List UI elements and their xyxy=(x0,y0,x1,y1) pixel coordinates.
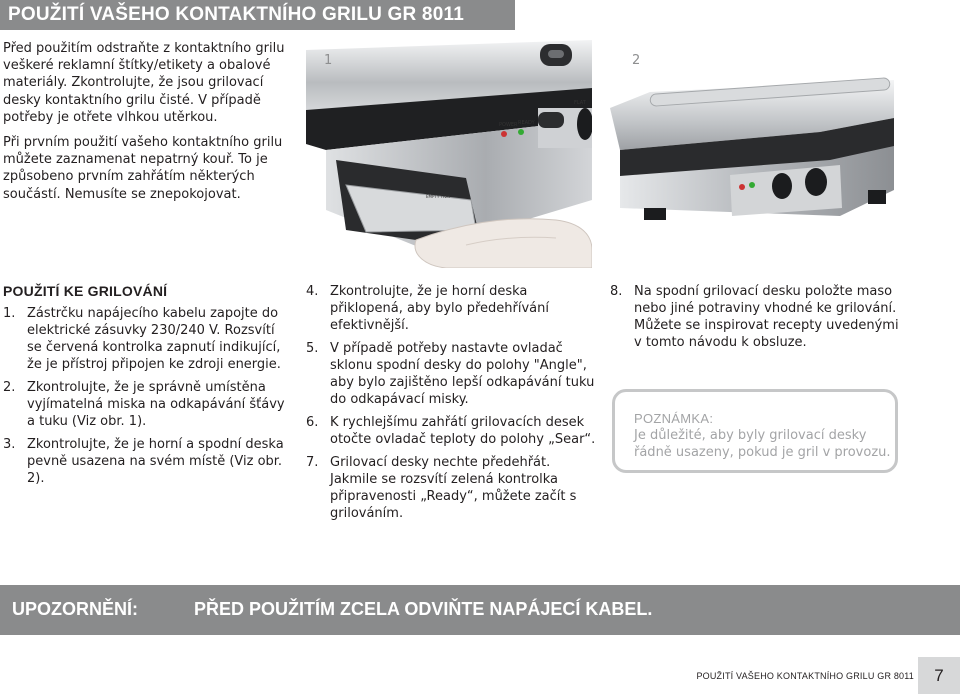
step-text: Zkontrolujte, že je horní a spodní deska pevně usazena na svém místě (Viz obr. 2). xyxy=(27,437,284,486)
note-text: Je důležité, aby byly grilovací desky řádně usazeny, pokud je gril v provozu. xyxy=(634,428,891,460)
step-number: 6. xyxy=(306,415,319,430)
step-number: 7. xyxy=(306,455,319,470)
section-heading: POUŽITÍ KE GRILOVÁNÍ xyxy=(3,283,168,299)
flat-label: FLAT xyxy=(574,100,586,106)
ready-label: READY xyxy=(518,120,535,126)
step-text: V případě potřeby nastavte ovladač sklonu spodní desky do polohy "Angle", aby bylo zajištěno lepší odkapávání tuku do odkapávací misky. xyxy=(330,341,595,407)
step-text: Na spodní grilovací desku položte maso nebo jiné potraviny vhodné ke grilování. Můžete se inspirovat recepty uvedenými v tomto návodu k obsluze. xyxy=(634,284,899,350)
step-item xyxy=(306,454,598,522)
steps-column-3 xyxy=(610,283,910,357)
step-item xyxy=(3,379,288,430)
page-header xyxy=(0,0,515,30)
step-text: Zkontrolujte, že je správně umístěna vyjímatelná miska na odkapávání šťávy a tuku (Viz obr. 1). xyxy=(27,380,285,429)
step-number: 1. xyxy=(3,306,16,321)
step-number: 8. xyxy=(610,284,623,299)
step-item xyxy=(306,340,598,408)
warning-text: PŘED POUŽITÍM ZCELA ODVIŇTE NAPÁJECÍ KABEL. xyxy=(194,599,653,619)
page-number: 7 xyxy=(918,657,960,694)
steps-column-2 xyxy=(306,283,598,528)
note-title: POZNÁMKA: xyxy=(634,411,714,426)
power-label: POWER xyxy=(499,122,518,128)
step-number: 2. xyxy=(3,380,16,395)
warning-bar xyxy=(0,585,960,635)
steps-column-1 xyxy=(3,283,288,493)
page-title: POUŽITÍ VAŠEHO KONTAKTNÍHO GRILU GR 8011 xyxy=(8,4,464,25)
step-text: K rychlejšímu zahřátí grilovacích desek otočte ovladač teploty do polohy „Sear“. xyxy=(330,415,596,447)
intro-section xyxy=(3,40,293,211)
note-box xyxy=(612,389,898,473)
figure-2-closed-grill xyxy=(610,40,894,268)
step-item xyxy=(3,436,288,487)
step-text: Zástrčku napájecího kabelu zapojte do elektrické zásuvky 230/240 V. Rozsvítí se červená kontrolka zapnutí indikující, že je přístroj připojen ke zdroji energie. xyxy=(27,306,281,372)
step-text: Zkontrolujte, že je horní deska přiklopená, aby bylo předehřívání efektivnější. xyxy=(330,284,549,333)
intro-paragraph-2: Při prvním použití vašeho kontaktního grilu můžete zaznamenat nepatrný kouř. To je způsobeno prvním zahřátím některých součástí. Nemusíte se znepokojovat. xyxy=(3,135,283,202)
running-footer: POUŽITÍ VAŠEHO KONTAKTNÍHO GRILU GR 8011 xyxy=(696,671,914,681)
grill-drip-tray-illustration xyxy=(306,40,592,268)
step-number: 3. xyxy=(3,437,16,452)
warning-label: UPOZORNĚNÍ: xyxy=(12,599,138,619)
figure-2-number: 2 xyxy=(632,53,641,68)
step-text: Grilovací desky nechte předehřát. Jakmile se rozsvítí zelená kontrolka připravenosti „Ready“, můžete začít s grilováním. xyxy=(330,455,577,521)
step-item xyxy=(306,283,598,334)
step-item xyxy=(306,414,598,448)
figure-1-number: 1 xyxy=(324,53,333,68)
intro-paragraph-1: Před použitím odstraňte z kontaktního grilu veškeré reklamní štítky/etikety a obalové materiály. Zkontrolujte, že jsou grilovací desky kontaktního grilu čisté. V případě potřeby je otřete vlhkou utěrkou. xyxy=(3,41,285,125)
drip-tray-label: EMPTY TRAY xyxy=(426,194,451,199)
figure-1-drip-tray xyxy=(306,40,592,268)
step-number: 5. xyxy=(306,341,319,356)
step-item xyxy=(610,283,910,351)
closed-grill-illustration xyxy=(610,40,894,268)
step-item xyxy=(3,305,288,373)
step-number: 4. xyxy=(306,284,319,299)
